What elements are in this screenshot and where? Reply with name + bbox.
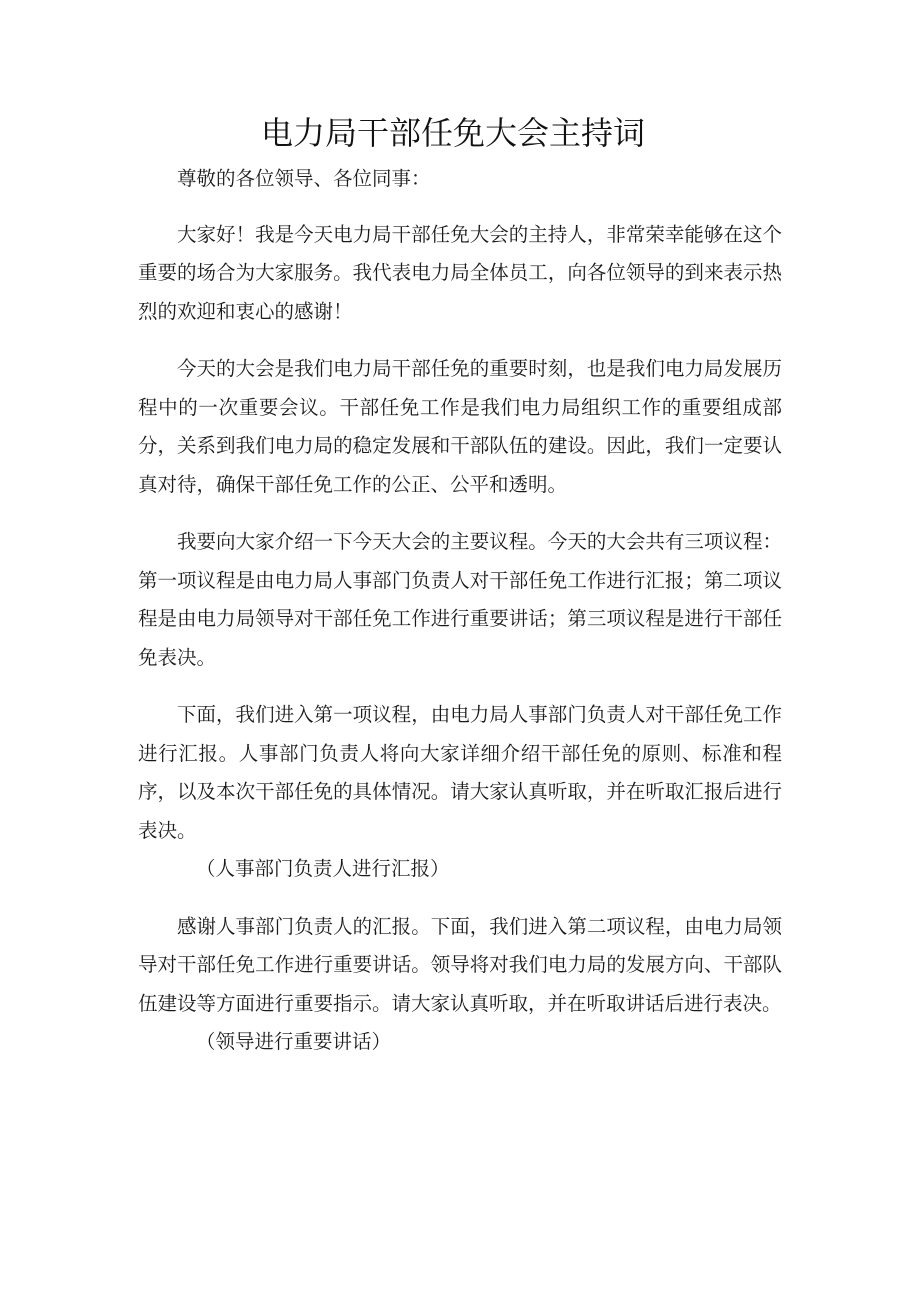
paragraph-agenda: 我要向大家介绍一下今天大会的主要议程。今天的大会共有三项议程：第一项议程是由电力局人事部门负责人对干部任免工作进行汇报；第二项议程是由电力局领导对干部任免工作进行重要讲话；第三项议程是进行干部任免表决。 [138,530,782,669]
greeting: 尊敬的各位领导、各位同事： [177,167,431,190]
stage-note-hr-report: （人事部门负责人进行汇报） [196,857,450,880]
paragraph-first-item: 下面，我们进入第一项议程，由电力局人事部门负责人对干部任免工作进行汇报。人事部门负责人将向大家详细介绍干部任免的原则、标准和程序，以及本次干部任免的具体情况。请大家认真听取，并在听取汇报后进行表决。 [138,703,782,842]
paragraph-welcome: 大家好！我是今天电力局干部任免大会的主持人，非常荣幸能够在这个重要的场合为大家服务。我代表电力局全体员工，向各位领导的到来表示热烈的欢迎和衷心的感谢！ [138,222,782,323]
paragraph-second-item: 感谢人事部门负责人的汇报。下面，我们进入第二项议程，由电力局领导对干部任免工作进行重要讲话。领导将对我们电力局的发展方向、干部队伍建设等方面进行重要指示。请大家认真听取，并在听取讲话后进行表决。 [138,914,782,1015]
document-title: 电力局干部任免大会主持词 [260,114,645,152]
document-body [138,160,782,1062]
stage-note-leader-speech: （领导进行重要讲话） [196,1030,392,1053]
paragraph-meeting-significance: 今天的大会是我们电力局干部任免的重要时刻，也是我们电力局发展历程中的一次重要会议。干部任免工作是我们电力局组织工作的重要组成部分，关系到我们电力局的稳定发展和干部队伍的建设。因此，我们一定要认真对待，确保干部任免工作的公正、公平和透明。 [138,357,782,496]
